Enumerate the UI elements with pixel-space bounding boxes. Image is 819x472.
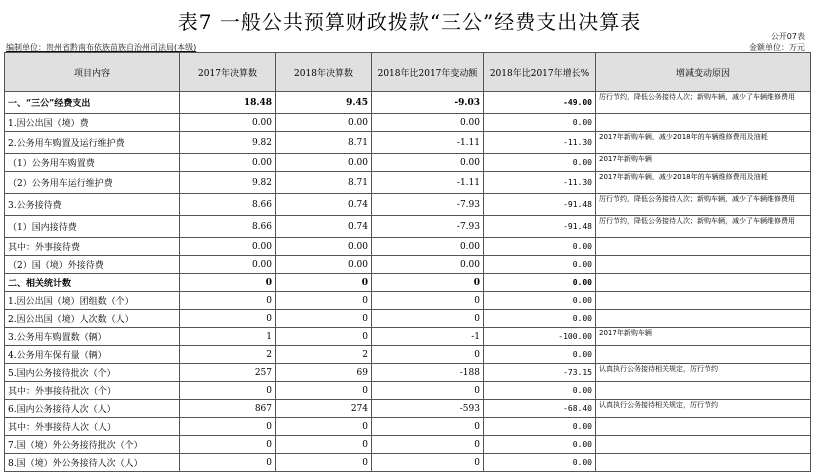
value-2018: 69	[276, 364, 372, 382]
table-row	[5, 194, 811, 216]
row-name: 其中：外事接待人次（人）	[5, 418, 180, 436]
value-2018: 274	[276, 400, 372, 418]
value-growth: 0.00	[484, 382, 596, 400]
value-2018: 8.71	[276, 132, 372, 154]
change-reason	[596, 346, 811, 364]
row-name: 3.公务接待费	[5, 194, 180, 216]
row-name: 8.国（境）外公务接待人次（人）	[5, 454, 180, 472]
value-2017: 9.82	[180, 172, 276, 194]
value-change: 0	[372, 454, 484, 472]
row-name: 3.公务用车购置数（辆）	[5, 328, 180, 346]
table-row	[5, 400, 811, 418]
value-2017: 18.48	[180, 92, 276, 114]
value-change: 0	[372, 310, 484, 328]
row-name: （1）公务用车购置费	[5, 154, 180, 172]
value-change: 0.00	[372, 256, 484, 274]
value-2018: 0.74	[276, 216, 372, 238]
row-name: 2.因公出国（境）人次数（人）	[5, 310, 180, 328]
value-growth: 0.00	[484, 274, 596, 292]
change-reason	[596, 256, 811, 274]
change-reason: 厉行节约，降低公务接待人次；新购车辆，减少了车辆维修费用	[596, 92, 811, 114]
value-2018: 0.00	[276, 256, 372, 274]
change-reason: 2017年新购车辆	[596, 328, 811, 346]
row-name: 其中：外事接待批次（个）	[5, 382, 180, 400]
header-reason: 增减变动原因	[596, 53, 811, 92]
value-change: 0.00	[372, 114, 484, 132]
value-change: 0	[372, 274, 484, 292]
table-row	[5, 346, 811, 364]
value-change: 0.00	[372, 238, 484, 256]
value-2018: 0.74	[276, 194, 372, 216]
change-reason	[596, 418, 811, 436]
row-name: 4.公务用车保有量（辆）	[5, 346, 180, 364]
change-reason: 认真执行公务接待相关规定，厉行节约	[596, 364, 811, 382]
change-reason: 认真执行公务接待相关规定，厉行节约	[596, 400, 811, 418]
row-name: 1.因公出国（境）费	[5, 114, 180, 132]
row-name: 二、相关统计数	[5, 274, 180, 292]
row-name: （2）公务用车运行维护费	[5, 172, 180, 194]
value-2017: 257	[180, 364, 276, 382]
table-row	[5, 114, 811, 132]
value-2018: 8.71	[276, 172, 372, 194]
table-row	[5, 364, 811, 382]
table-row	[5, 454, 811, 472]
value-growth: 0.00	[484, 436, 596, 454]
table-row	[5, 92, 811, 114]
value-2018: 0	[276, 454, 372, 472]
row-name: （1）国内接待费	[5, 216, 180, 238]
header-growth: 2018年比2017年增长%	[484, 53, 596, 92]
value-growth: 0.00	[484, 114, 596, 132]
table-row	[5, 382, 811, 400]
change-reason: 2017年新购车辆，减少2018年的车辆维修费用及油耗	[596, 132, 811, 154]
table-row	[5, 310, 811, 328]
value-2018: 0.00	[276, 114, 372, 132]
value-growth: 0.00	[484, 256, 596, 274]
value-2017: 0.00	[180, 256, 276, 274]
value-growth: -91.48	[484, 216, 596, 238]
value-2018: 0	[276, 274, 372, 292]
value-growth: -73.15	[484, 364, 596, 382]
value-2017: 8.66	[180, 194, 276, 216]
change-reason	[596, 274, 811, 292]
value-2017: 1	[180, 328, 276, 346]
value-2017: 8.66	[180, 216, 276, 238]
value-2017: 867	[180, 400, 276, 418]
value-growth: 0.00	[484, 346, 596, 364]
header-2017: 2017年决算数	[180, 53, 276, 92]
value-growth: 0.00	[484, 154, 596, 172]
header-change: 2018年比2017年变动额	[372, 53, 484, 92]
value-2017: 0.00	[180, 154, 276, 172]
table-row	[5, 216, 811, 238]
value-change: 0	[372, 418, 484, 436]
value-2017: 0.00	[180, 114, 276, 132]
value-2018: 0	[276, 292, 372, 310]
header-item: 项目内容	[5, 53, 180, 92]
value-change: 0	[372, 292, 484, 310]
value-2017: 9.82	[180, 132, 276, 154]
row-name: （2）国（境）外接待费	[5, 256, 180, 274]
change-reason	[596, 114, 811, 132]
value-2018: 0	[276, 418, 372, 436]
row-name: 2.公务用车购置及运行维护费	[5, 132, 180, 154]
table-header-row	[5, 53, 811, 92]
value-2017: 0	[180, 454, 276, 472]
value-growth: -49.00	[484, 92, 596, 114]
change-reason: 2017年新购车辆	[596, 154, 811, 172]
table-row	[5, 132, 811, 154]
table-row	[5, 328, 811, 346]
value-growth: 0.00	[484, 418, 596, 436]
change-reason	[596, 454, 811, 472]
change-reason	[596, 382, 811, 400]
value-change: -1.11	[372, 132, 484, 154]
change-reason	[596, 292, 811, 310]
value-2018: 0	[276, 436, 372, 454]
row-name: 1.因公出国（境）团组数（个）	[5, 292, 180, 310]
value-2017: 0.00	[180, 238, 276, 256]
report-title: 表7 一般公共预算财政拨款“三公”经费支出决算表	[177, 10, 642, 34]
value-change: -188	[372, 364, 484, 382]
value-2018: 0.00	[276, 238, 372, 256]
change-reason: 厉行节约，降低公务接待人次；新购车辆，减少了车辆维修费用	[596, 194, 811, 216]
row-name: 6.国内公务接待人次（人）	[5, 400, 180, 418]
row-name: 7.国（境）外公务接待批次（个）	[5, 436, 180, 454]
value-2017: 0	[180, 382, 276, 400]
change-reason	[596, 310, 811, 328]
row-name: 一、“三公”经费支出	[5, 92, 180, 114]
table-row	[5, 172, 811, 194]
value-2017: 0	[180, 274, 276, 292]
value-change: -7.93	[372, 216, 484, 238]
value-change: -1.11	[372, 172, 484, 194]
compiler-unit: 编制单位：贵州省黔南布依族苗族自治州司法局(本级)	[6, 43, 197, 52]
value-2017: 0	[180, 292, 276, 310]
value-change: 0	[372, 346, 484, 364]
value-change: 0.00	[372, 154, 484, 172]
value-growth: -91.48	[484, 194, 596, 216]
expenditure-table	[4, 52, 811, 472]
header-2018: 2018年决算数	[276, 53, 372, 92]
table-row	[5, 274, 811, 292]
value-growth: -11.30	[484, 172, 596, 194]
table-row	[5, 292, 811, 310]
value-2018: 0	[276, 382, 372, 400]
value-2017: 0	[180, 418, 276, 436]
value-growth: 0.00	[484, 310, 596, 328]
value-change: -7.93	[372, 194, 484, 216]
value-2017: 0	[180, 310, 276, 328]
table-row	[5, 418, 811, 436]
amount-unit: 金额单位：万元	[749, 43, 805, 52]
value-2018: 0.00	[276, 154, 372, 172]
table-row	[5, 256, 811, 274]
value-growth: -11.30	[484, 132, 596, 154]
value-2018: 9.45	[276, 92, 372, 114]
change-reason: 2017年新购车辆，减少2018年的车辆维修费用及油耗	[596, 172, 811, 194]
table-row	[5, 238, 811, 256]
value-growth: -100.00	[484, 328, 596, 346]
value-change: -9.03	[372, 92, 484, 114]
value-2017: 2	[180, 346, 276, 364]
form-number: 公开07表	[770, 32, 805, 41]
value-2017: 0	[180, 436, 276, 454]
value-2018: 0	[276, 328, 372, 346]
change-reason: 厉行节约，降低公务接待人次；新购车辆，减少了车辆维修费用	[596, 216, 811, 238]
row-name: 5.国内公务接待批次（个）	[5, 364, 180, 382]
row-name: 其中：外事接待费	[5, 238, 180, 256]
value-growth: -68.40	[484, 400, 596, 418]
value-change: 0	[372, 382, 484, 400]
change-reason	[596, 238, 811, 256]
table-row	[5, 154, 811, 172]
value-growth: 0.00	[484, 454, 596, 472]
value-2018: 0	[276, 310, 372, 328]
value-growth: 0.00	[484, 292, 596, 310]
value-change: 0	[372, 436, 484, 454]
value-2018: 2	[276, 346, 372, 364]
value-growth: 0.00	[484, 238, 596, 256]
value-change: -1	[372, 328, 484, 346]
value-change: -593	[372, 400, 484, 418]
